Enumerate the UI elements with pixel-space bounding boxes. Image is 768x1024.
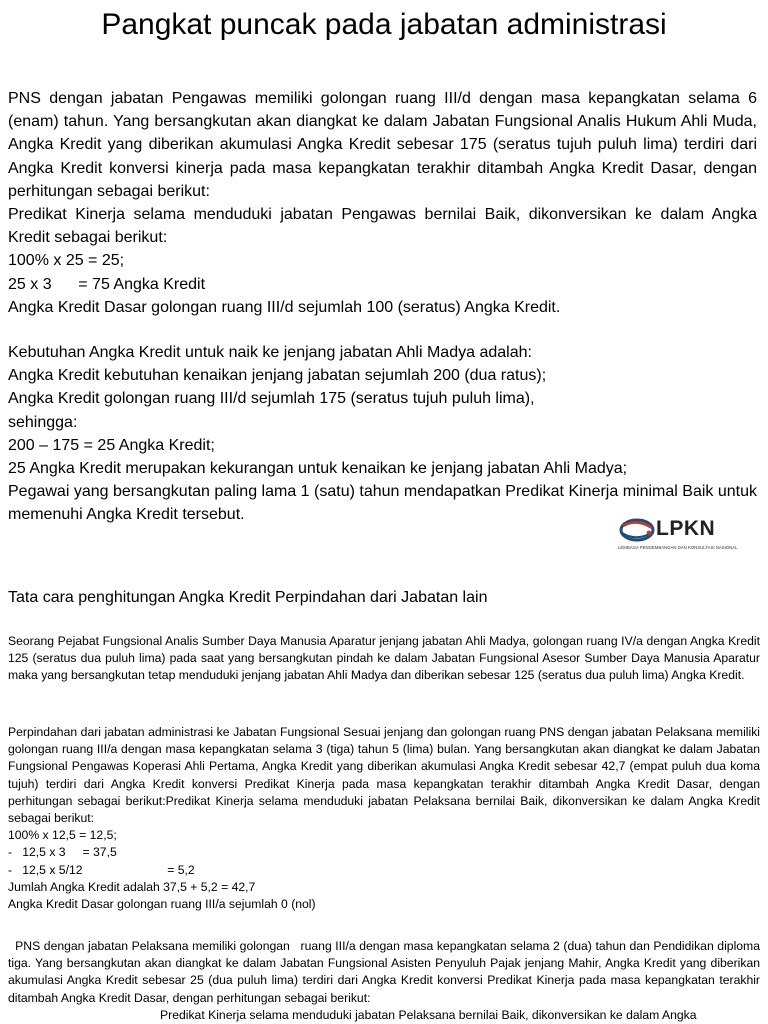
calc-left: 25 x 3 [8, 275, 52, 293]
text-line: Angka Kredit kebutuhan kenaikan jenjang jabatan sejumlah 200 (dua ratus); [8, 367, 547, 385]
section-heading: Tata cara penghitungan Angka Kredit Perpindahan dari Jabatan lain [8, 589, 488, 606]
section-perpindahan-1 [8, 633, 760, 685]
calc-line: - 12,5 x 3 = 37,5 [8, 845, 117, 860]
calc-line [8, 273, 757, 296]
text-line: Kebutuhan Angka Kredit untuk naik ke jenjang jabatan Ahli Madya adalah: [8, 344, 532, 361]
section-pangkat-puncak [8, 87, 757, 319]
calc-right: = 75 Angka Kredit [78, 275, 206, 293]
lpkn-tagline: LEMBAGA PENGEMBANGAN DAN KONSULTASI NASIONAL [618, 545, 738, 550]
text-line: 200 – 175 = 25 Angka Kredit; [8, 436, 215, 454]
paragraph-analis-sdm: Seorang Pejabat Fungsional Analis Sumber Daya Manusia Aparatur jenjang jabatan Ahli Madya, golongan ruang IV/a dengan Angka Kredit 125 (seratus dua puluh lima) pada saat yang bersangkutan pindah ke dalam Jabatan Fungsional Asesor Sumber Daya Manusia Aparatur maka yang bersangkutan tetap menduduki jenjang jabatan Ahli Madya dan diberikan sebesar 125 (seratus dua puluh lima) Angka Kredit. [8, 634, 760, 683]
paragraph-asisten-penyuluh: PNS dengan jabatan Pelaksana memiliki golongan ruang III/a dengan masa kepangkatan selama 2 (dua) tahun dan Pendidikan diploma tiga. Yang bersangkutan akan diangkat ke dalam Jabatan Fungsional Asisten Penyuluh Pajak jenjang Mahir, Angka Kredit yang diberikan akumulasi Angka Kredit sebesar 25 (dua puluh lima) terdiri dari Angka Kredit konversi Predikat Kinerja pada masa kepangkatan terakhir ditambah Angka Kredit Dasar, dengan perhitungan sebagai berikut: [8, 939, 764, 1005]
indented-line: Predikat Kinerja selama menduduki jabatan Pelaksana bernilai Baik, dikonversikan ke dalam Angka [160, 1007, 697, 1022]
text-line: Angka Kredit golongan ruang III/d sejumlah 175 (seratus tujuh puluh lima), [8, 390, 535, 408]
text-dasar: Angka Kredit Dasar golongan ruang III/a sejumlah 0 (nol) [8, 897, 316, 912]
text-line: 25 Angka Kredit merupakan kekurangan untuk kenaikan ke jenjang jabatan Ahli Madya; [8, 460, 628, 478]
paragraph-pelaksana: Perpindahan dari jabatan administrasi ke Jabatan Fungsional Sesuai jenjang dan golongan ruang PNS dengan jabatan Pelaksana memiliki golongan ruang III/a dengan masa kepangkatan selama 3 (tiga) tahun 5 (lima) bulan. Yang bersangkutan akan diangkat ke dalam Jabatan Fungsional Pengawas Koperasi Ahli Pertama, Angka Kredit yang diberikan akumulasi Angka Kredit sebesar 42,7 (empat puluh dua koma tujuh) terdiri dari Angka Kredit konversi Predikat Kinerja pada masa kepangkatan terakhir ditambah Angka Kredit Dasar, dengan perhitungan sebagai berikut:Predikat Kinerja selama menduduki jabatan Pelaksana bernilai Baik, dikonversikan ke dalam Angka Kredit sebagai berikut: [8, 725, 760, 826]
paragraph-cut-off [8, 1007, 760, 1024]
section-kebutuhan [8, 341, 757, 527]
paragraph-closing: Pegawai yang bersangkutan paling lama 1 (satu) tahun mendapatkan Predikat Kinerja minimal Baik untuk memenuhi Angka Kredit tersebut. [8, 483, 757, 524]
paragraph-pengawas: PNS dengan jabatan Pengawas memiliki golongan ruang III/d dengan masa kepangkatan selama 6 (enam) tahun. Yang bersangkutan akan diangkat ke dalam Jabatan Fungsional Analis Hukum Ahli Muda, Angka Kredit yang diberikan akumulasi Angka Kredit sebesar 175 (seratus tujuh puluh lima) terdiri dari Angka Kredit konversi kinerja pada masa kepangkatan terakhir ditambah Angka Kredit Dasar, dengan perhitungan sebagai berikut: [8, 90, 757, 200]
calc-line [8, 862, 760, 879]
text-line: sehingga: [8, 413, 78, 431]
paragraph-predikat: Predikat Kinerja selama menduduki jabatan Pengawas bernilai Baik, dikonversikan ke dalam Angka Kredit sebagai berikut: [8, 206, 757, 247]
text-jumlah: Jumlah Angka Kredit adalah 37,5 + 5,2 = 42,7 [8, 879, 256, 894]
lpkn-emblem-icon [618, 516, 658, 546]
lpkn-brand [656, 517, 715, 541]
page-title: Pangkat puncak pada jabatan administrasi [101, 8, 667, 41]
paragraph-angka-kredit-dasar: Angka Kredit Dasar golongan ruang III/d sejumlah 100 (seratus) Angka Kredit. [8, 298, 561, 316]
calc-left: - 12,5 x 5/12 [8, 862, 83, 877]
calc-line: 100% x 25 = 25; [8, 252, 125, 270]
calc-line: 100% x 12,5 = 12,5; [8, 828, 117, 843]
calc-right: = 5,2 [167, 862, 195, 877]
section-perpindahan-3 [8, 938, 764, 1024]
lpkn-brand-text: LPKN [656, 517, 716, 540]
lpkn-logo [618, 516, 753, 554]
section-perpindahan-2 [8, 724, 760, 913]
